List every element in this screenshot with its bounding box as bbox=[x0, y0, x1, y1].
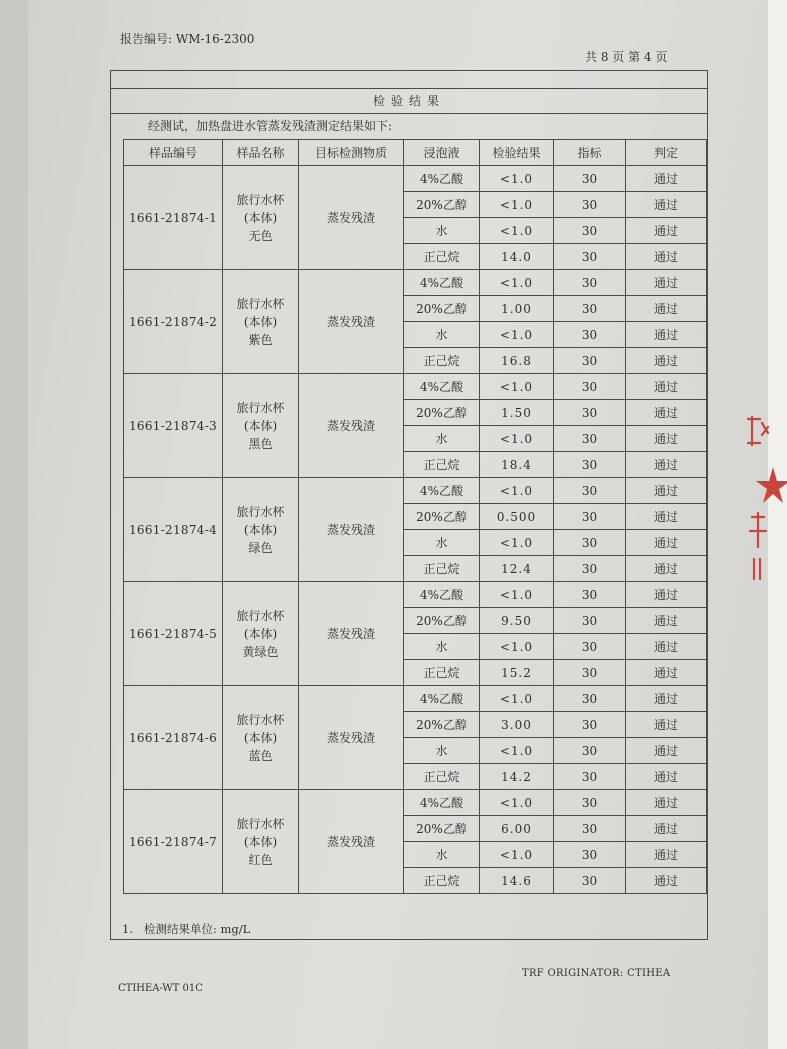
col-header-target-substance: 目标检测物质 bbox=[299, 140, 404, 166]
simulant-cell: 4%乙酸 bbox=[404, 582, 480, 608]
sample-id-cell: 1661-21874-5 bbox=[124, 582, 223, 686]
result-value-cell: <1.0 bbox=[480, 634, 554, 660]
result-value-cell: <1.0 bbox=[480, 842, 554, 868]
result-value-cell: 1.00 bbox=[480, 296, 554, 322]
verdict-cell: 通过 bbox=[626, 348, 707, 374]
limit-cell: 30 bbox=[554, 374, 626, 400]
verdict-cell: 通过 bbox=[626, 790, 707, 816]
result-value-cell: 14.0 bbox=[480, 244, 554, 270]
verdict-cell: 通过 bbox=[626, 218, 707, 244]
limit-cell: 30 bbox=[554, 192, 626, 218]
verdict-cell: 通过 bbox=[626, 530, 707, 556]
verdict-cell: 通过 bbox=[626, 478, 707, 504]
simulant-cell: 水 bbox=[404, 530, 480, 556]
sample-name-cell bbox=[223, 790, 299, 894]
verdict-cell: 通过 bbox=[626, 296, 707, 322]
sample-name-line: 蓝色 bbox=[248, 748, 273, 763]
limit-cell: 30 bbox=[554, 660, 626, 686]
col-header-result: 检验结果 bbox=[480, 140, 554, 166]
simulant-cell: 20%乙醇 bbox=[404, 712, 480, 738]
table-row bbox=[124, 686, 707, 712]
sample-id-cell: 1661-21874-4 bbox=[124, 478, 223, 582]
table-header-row bbox=[124, 140, 707, 166]
limit-cell: 30 bbox=[554, 582, 626, 608]
limit-cell: 30 bbox=[554, 842, 626, 868]
result-value-cell: 16.8 bbox=[480, 348, 554, 374]
verdict-cell: 通过 bbox=[626, 660, 707, 686]
limit-cell: 30 bbox=[554, 816, 626, 842]
intro-text: 经测试，加热盘进水管蒸发残渣测定结果如下: bbox=[148, 119, 393, 133]
footnote-units: 1. 检测结果单位: mg/L bbox=[122, 922, 251, 936]
result-value-cell: <1.0 bbox=[480, 686, 554, 712]
simulant-cell: 水 bbox=[404, 842, 480, 868]
sample-name-line: 旅行水杯 bbox=[236, 816, 285, 831]
table-row bbox=[124, 790, 707, 816]
simulant-cell: 水 bbox=[404, 738, 480, 764]
result-value-cell: 9.50 bbox=[480, 608, 554, 634]
simulant-cell: 4%乙酸 bbox=[404, 790, 480, 816]
red-seal-stamp-partial bbox=[738, 405, 787, 585]
sample-name-line: 旅行水杯 bbox=[236, 504, 285, 519]
simulant-cell: 正己烷 bbox=[404, 868, 480, 894]
simulant-cell: 20%乙醇 bbox=[404, 400, 480, 426]
sample-name-line: 黄绿色 bbox=[242, 644, 279, 659]
simulant-cell: 4%乙酸 bbox=[404, 478, 480, 504]
simulant-cell: 水 bbox=[404, 426, 480, 452]
result-value-cell: <1.0 bbox=[480, 738, 554, 764]
report-number: 报告编号: WM-16-2300 bbox=[120, 32, 255, 46]
result-value-cell: <1.0 bbox=[480, 218, 554, 244]
limit-cell: 30 bbox=[554, 868, 626, 894]
verdict-cell: 通过 bbox=[626, 608, 707, 634]
verdict-cell: 通过 bbox=[626, 868, 707, 894]
limit-cell: 30 bbox=[554, 296, 626, 322]
results-table bbox=[123, 139, 707, 894]
sample-name-cell bbox=[223, 686, 299, 790]
result-value-cell: 3.00 bbox=[480, 712, 554, 738]
verdict-cell: 通过 bbox=[626, 400, 707, 426]
limit-cell: 30 bbox=[554, 504, 626, 530]
sample-name-line: 无色 bbox=[248, 228, 273, 243]
target-substance-cell: 蒸发残渣 bbox=[299, 166, 404, 270]
result-value-cell: <1.0 bbox=[480, 192, 554, 218]
result-value-cell: 6.00 bbox=[480, 816, 554, 842]
sample-name-cell bbox=[223, 582, 299, 686]
limit-cell: 30 bbox=[554, 270, 626, 296]
sample-name-line: (本体) bbox=[243, 210, 278, 225]
sample-name-line: 红色 bbox=[248, 852, 273, 867]
target-substance-cell: 蒸发残渣 bbox=[299, 686, 404, 790]
verdict-cell: 通过 bbox=[626, 322, 707, 348]
result-value-cell: 1.50 bbox=[480, 400, 554, 426]
sample-id-cell: 1661-21874-3 bbox=[124, 374, 223, 478]
sample-name-line: (本体) bbox=[243, 418, 278, 433]
sample-name-line: 绿色 bbox=[248, 540, 273, 555]
sample-id-cell: 1661-21874-7 bbox=[124, 790, 223, 894]
target-substance-cell: 蒸发残渣 bbox=[299, 478, 404, 582]
simulant-cell: 4%乙酸 bbox=[404, 374, 480, 400]
simulant-cell: 水 bbox=[404, 634, 480, 660]
simulant-cell: 正己烷 bbox=[404, 452, 480, 478]
col-header-verdict: 判定 bbox=[626, 140, 707, 166]
verdict-cell: 通过 bbox=[626, 816, 707, 842]
target-substance-cell: 蒸发残渣 bbox=[299, 790, 404, 894]
simulant-cell: 正己烷 bbox=[404, 244, 480, 270]
simulant-cell: 4%乙酸 bbox=[404, 270, 480, 296]
table-row bbox=[124, 478, 707, 504]
sample-name-cell bbox=[223, 478, 299, 582]
simulant-cell: 20%乙醇 bbox=[404, 816, 480, 842]
footer-form-code: CTIHEA-WT 01C bbox=[118, 983, 203, 994]
limit-cell: 30 bbox=[554, 218, 626, 244]
limit-cell: 30 bbox=[554, 556, 626, 582]
simulant-cell: 4%乙酸 bbox=[404, 166, 480, 192]
result-value-cell: 12.4 bbox=[480, 556, 554, 582]
verdict-cell: 通过 bbox=[626, 374, 707, 400]
verdict-cell: 通过 bbox=[626, 270, 707, 296]
verdict-cell: 通过 bbox=[626, 166, 707, 192]
limit-cell: 30 bbox=[554, 634, 626, 660]
verdict-cell: 通过 bbox=[626, 582, 707, 608]
sample-name-line: 旅行水杯 bbox=[236, 296, 285, 311]
sample-id-cell: 1661-21874-1 bbox=[124, 166, 223, 270]
sample-name-line: 旅行水杯 bbox=[236, 400, 285, 415]
table-row bbox=[124, 374, 707, 400]
sample-name-line: (本体) bbox=[243, 626, 278, 641]
verdict-cell: 通过 bbox=[626, 556, 707, 582]
limit-cell: 30 bbox=[554, 712, 626, 738]
limit-cell: 30 bbox=[554, 790, 626, 816]
limit-cell: 30 bbox=[554, 738, 626, 764]
verdict-cell: 通过 bbox=[626, 504, 707, 530]
simulant-cell: 水 bbox=[404, 322, 480, 348]
limit-cell: 30 bbox=[554, 530, 626, 556]
simulant-cell: 水 bbox=[404, 218, 480, 244]
simulant-cell: 20%乙醇 bbox=[404, 192, 480, 218]
sample-id-cell: 1661-21874-2 bbox=[124, 270, 223, 374]
limit-cell: 30 bbox=[554, 478, 626, 504]
table-row bbox=[124, 270, 707, 296]
col-header-sample-id: 样品编号 bbox=[124, 140, 223, 166]
footer-originator: TRF ORIGINATOR: CTIHEA bbox=[522, 968, 671, 979]
sample-name-line: (本体) bbox=[243, 834, 278, 849]
sample-name-line: (本体) bbox=[243, 522, 278, 537]
sample-name-line: 黑色 bbox=[248, 436, 273, 451]
sample-name-line: 旅行水杯 bbox=[236, 712, 285, 727]
target-substance-cell: 蒸发残渣 bbox=[299, 374, 404, 478]
sample-name-line: 紫色 bbox=[248, 332, 273, 347]
section-title: 检验结果 bbox=[110, 88, 708, 114]
verdict-cell: 通过 bbox=[626, 842, 707, 868]
result-value-cell: <1.0 bbox=[480, 374, 554, 400]
result-value-cell: <1.0 bbox=[480, 478, 554, 504]
result-value-cell: <1.0 bbox=[480, 426, 554, 452]
result-value-cell: 18.4 bbox=[480, 452, 554, 478]
simulant-cell: 正己烷 bbox=[404, 764, 480, 790]
result-value-cell: 14.6 bbox=[480, 868, 554, 894]
limit-cell: 30 bbox=[554, 400, 626, 426]
results-body bbox=[124, 166, 707, 894]
verdict-cell: 通过 bbox=[626, 764, 707, 790]
limit-cell: 30 bbox=[554, 452, 626, 478]
target-substance-cell: 蒸发残渣 bbox=[299, 582, 404, 686]
simulant-cell: 正己烷 bbox=[404, 348, 480, 374]
result-value-cell: 14.2 bbox=[480, 764, 554, 790]
simulant-cell: 20%乙醇 bbox=[404, 504, 480, 530]
limit-cell: 30 bbox=[554, 608, 626, 634]
simulant-cell: 4%乙酸 bbox=[404, 686, 480, 712]
target-substance-cell: 蒸发残渣 bbox=[299, 270, 404, 374]
verdict-cell: 通过 bbox=[626, 452, 707, 478]
sample-name-cell bbox=[223, 374, 299, 478]
simulant-cell: 20%乙醇 bbox=[404, 608, 480, 634]
limit-cell: 30 bbox=[554, 166, 626, 192]
verdict-cell: 通过 bbox=[626, 738, 707, 764]
limit-cell: 30 bbox=[554, 244, 626, 270]
limit-cell: 30 bbox=[554, 764, 626, 790]
verdict-cell: 通过 bbox=[626, 634, 707, 660]
result-value-cell: <1.0 bbox=[480, 270, 554, 296]
result-value-cell: 0.500 bbox=[480, 504, 554, 530]
verdict-cell: 通过 bbox=[626, 686, 707, 712]
result-value-cell: 15.2 bbox=[480, 660, 554, 686]
col-header-simulant: 浸泡液 bbox=[404, 140, 480, 166]
page-indicator: 共 8 页 第 4 页 bbox=[585, 50, 668, 64]
col-header-limit: 指标 bbox=[554, 140, 626, 166]
sample-name-line: (本体) bbox=[243, 314, 278, 329]
verdict-cell: 通过 bbox=[626, 244, 707, 270]
sample-name-cell bbox=[223, 166, 299, 270]
result-value-cell: <1.0 bbox=[480, 582, 554, 608]
sample-name-line: 旅行水杯 bbox=[236, 192, 285, 207]
result-value-cell: <1.0 bbox=[480, 790, 554, 816]
verdict-cell: 通过 bbox=[626, 426, 707, 452]
limit-cell: 30 bbox=[554, 686, 626, 712]
sample-name-cell bbox=[223, 270, 299, 374]
result-value-cell: <1.0 bbox=[480, 322, 554, 348]
sample-name-line: 旅行水杯 bbox=[236, 608, 285, 623]
sample-id-cell: 1661-21874-6 bbox=[124, 686, 223, 790]
verdict-cell: 通过 bbox=[626, 192, 707, 218]
verdict-cell: 通过 bbox=[626, 712, 707, 738]
simulant-cell: 20%乙醇 bbox=[404, 296, 480, 322]
result-value-cell: <1.0 bbox=[480, 166, 554, 192]
simulant-cell: 正己烷 bbox=[404, 556, 480, 582]
limit-cell: 30 bbox=[554, 348, 626, 374]
table-row bbox=[124, 582, 707, 608]
sample-name-line: (本体) bbox=[243, 730, 278, 745]
limit-cell: 30 bbox=[554, 426, 626, 452]
simulant-cell: 正己烷 bbox=[404, 660, 480, 686]
col-header-sample-name: 样品名称 bbox=[223, 140, 299, 166]
table-row bbox=[124, 166, 707, 192]
result-value-cell: <1.0 bbox=[480, 530, 554, 556]
limit-cell: 30 bbox=[554, 322, 626, 348]
